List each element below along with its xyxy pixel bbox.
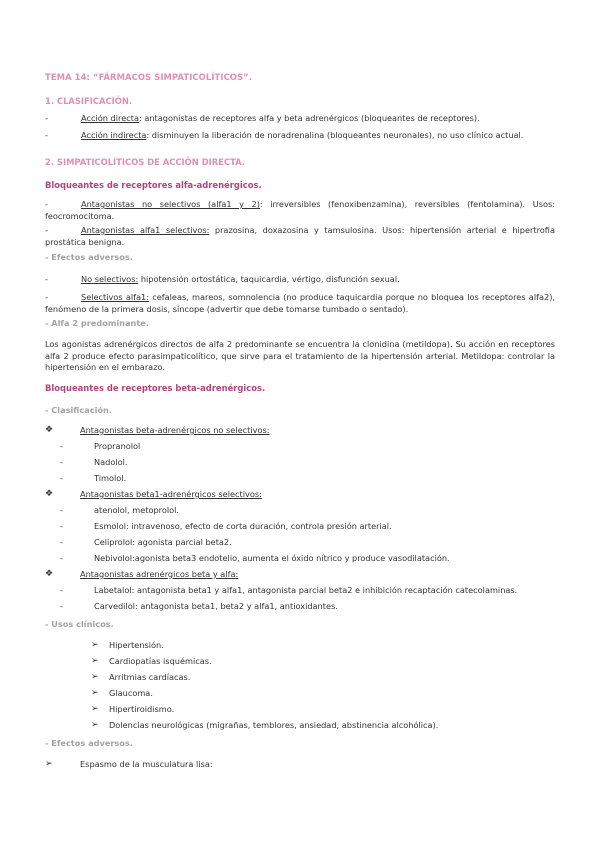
clas-item-directa — [45, 113, 555, 125]
beta-drug-item: atenolol, metoprolol. — [94, 505, 180, 515]
uso-clinico-item: Arritmias cardíacas. — [109, 672, 191, 682]
dash-bullet: - — [45, 274, 48, 284]
arrow-bullet-icon: ➢ — [91, 672, 99, 682]
document-title: TEMA 14: “FÁRMACOS SIMPATICOLÍTICOS”. — [45, 72, 253, 82]
beta-drug-item: Nadolol. — [94, 457, 128, 467]
beta-group-label: Antagonistas beta-adrenérgicos no selectivos: — [80, 425, 270, 435]
dash-bullet: - — [60, 473, 63, 483]
diamond-bullet-icon: ❖ — [45, 489, 54, 499]
subheading-beta: Bloqueantes de receptores beta-adrenérgicos. — [45, 383, 266, 393]
arrow-bullet-icon: ➢ — [91, 720, 99, 730]
beta-drug-item: Labetalol: antagonista beta1 y alfa1, antagonista parcial beta2 e inhibición recaptación catecolaminas. — [94, 585, 518, 595]
dash-bullet: - — [45, 292, 48, 302]
subheading-usos-clinicos: - Usos clínicos. — [45, 619, 114, 629]
beta-group-label: Antagonistas beta1-adrenérgicos selectivos: — [80, 489, 262, 499]
alfa-desc: prazosina, doxazosina y tamsulosina. Usos: hipertensión arterial e hipertrofia prostática benigna. — [45, 225, 555, 247]
alfa-desc: : irreversibles (fenoxibenzamina), reversibles (fentolamina). Usos: feocromocitoma. — [45, 199, 555, 221]
alfa-ea-desc: cefaleas, mareos, somnolencia (no produce taquicardia porque no bloquea los receptores alfa2), fenómeno de la primera dosis, síncope (advertir que debe tomarse tumbado o sentado). — [45, 292, 556, 314]
dash-bullet: - — [60, 553, 63, 563]
clas-item-indirecta — [45, 130, 555, 142]
arrow-bullet-icon: ➢ — [91, 656, 99, 666]
uso-clinico-item: Hipertensión. — [109, 640, 164, 650]
dash-bullet: - — [60, 585, 63, 595]
subheading-efectos-adversos-beta: - Efectos adversos. — [45, 738, 133, 748]
uso-clinico-item: Glaucoma. — [109, 688, 153, 698]
beta-drug-item: Timolol. — [94, 473, 127, 483]
clas-term: Acción directa — [81, 113, 139, 123]
beta-drug-item: Propranolol — [94, 441, 141, 451]
beta-group-label: Antagonistas adrenérgicos beta y alfa: — [80, 569, 239, 579]
alfa-ea-term: No selectivos: — [81, 274, 139, 284]
diamond-bullet-icon: ❖ — [45, 569, 54, 579]
subheading-clasificacion-beta: - Clasificación. — [45, 405, 112, 415]
subheading-efectos-adversos-alfa: - Efectos adversos. — [45, 252, 133, 262]
subheading-alfa: Bloqueantes de receptores alfa-adrenérgicos. — [45, 180, 262, 190]
dash-bullet: - — [45, 225, 48, 235]
section-heading-clasificacion: 1. CLASIFICACIÓN. — [45, 96, 133, 106]
alfa-ea-desc: hipotensión ortostática, taquicardia, vértigo, disfunción sexual. — [138, 274, 400, 284]
arrow-bullet-icon: ➢ — [91, 704, 99, 714]
clas-term: Acción indirecta — [81, 130, 147, 140]
alfa-term: Antagonistas alfa1 selectivos: — [81, 225, 210, 235]
arrow-bullet-icon: ➢ — [91, 688, 99, 698]
alfa-ea-selectivos — [45, 292, 555, 315]
dash-bullet: - — [45, 199, 48, 209]
dash-bullet: - — [60, 457, 63, 467]
arrow-bullet-icon: ➢ — [45, 759, 53, 769]
dash-bullet: - — [60, 537, 63, 547]
beta-drug-item: Esmolol: intravenoso, efecto de corta duración, controla presión arterial. — [94, 521, 392, 531]
subheading-alfa2: - Alfa 2 predominante. — [45, 318, 149, 328]
uso-clinico-item: Dolencias neurológicas (migrañas, temblores, ansiedad, abstinencia alcohólica). — [109, 720, 439, 730]
dash-bullet: - — [60, 505, 63, 515]
diamond-bullet-icon: ❖ — [45, 425, 54, 435]
dash-bullet: - — [60, 521, 63, 531]
uso-clinico-item: Cardiopatías isquémicas. — [109, 656, 212, 666]
clas-desc: : antagonistas de receptores alfa y beta adrenérgicos (bloqueantes de receptores). — [138, 113, 480, 123]
alfa-item-selectivos — [45, 225, 555, 248]
beta-drug-item: Nebivolol:agonista beta3 endotelio, aumenta el óxido nítrico y produce vasodilatación. — [94, 553, 450, 563]
dash-bullet: - — [45, 113, 48, 123]
alfa-ea-term: Selectivos alfa1: — [81, 292, 150, 302]
section-heading-accion-directa: 2. SIMPATICOLÍTICOS DE ACCIÓN DIRECTA. — [45, 157, 245, 167]
beta-ea-item: Espasmo de la musculatura lisa: — [80, 759, 213, 769]
arrow-bullet-icon: ➢ — [91, 640, 99, 650]
beta-drug-item: Celiprolol: agonista parcial beta2. — [94, 537, 232, 547]
alfa2-paragraph: Los agonistas adrenérgicos directos de alfa 2 predominante se encuentra la clonidina (metildopa). Su acción en receptores alfa 2 produce efecto parasimpaticolítico, que sirve para el tratamiento de la hipertensión arterial. Metildopa: controlar la hipertensión en el embarazo. — [45, 339, 555, 372]
dash-bullet: - — [60, 601, 63, 611]
dash-bullet: - — [45, 130, 48, 140]
uso-clinico-item: Hipertiroidismo. — [109, 704, 175, 714]
dash-bullet: - — [60, 441, 63, 451]
beta-drug-item: Carvedilol: antagonista beta1, beta2 y alfa1, antioxidantes. — [94, 601, 338, 611]
alfa-term: Antagonistas no selectivos (alfa1 y 2) — [81, 199, 260, 209]
alfa-ea-no-selectivos — [45, 274, 555, 286]
clas-desc: : disminuyen la liberación de noradrenalina (bloqueantes neuronales), no uso clínico actual. — [146, 130, 524, 140]
alfa-item-no-selectivos — [45, 199, 555, 222]
